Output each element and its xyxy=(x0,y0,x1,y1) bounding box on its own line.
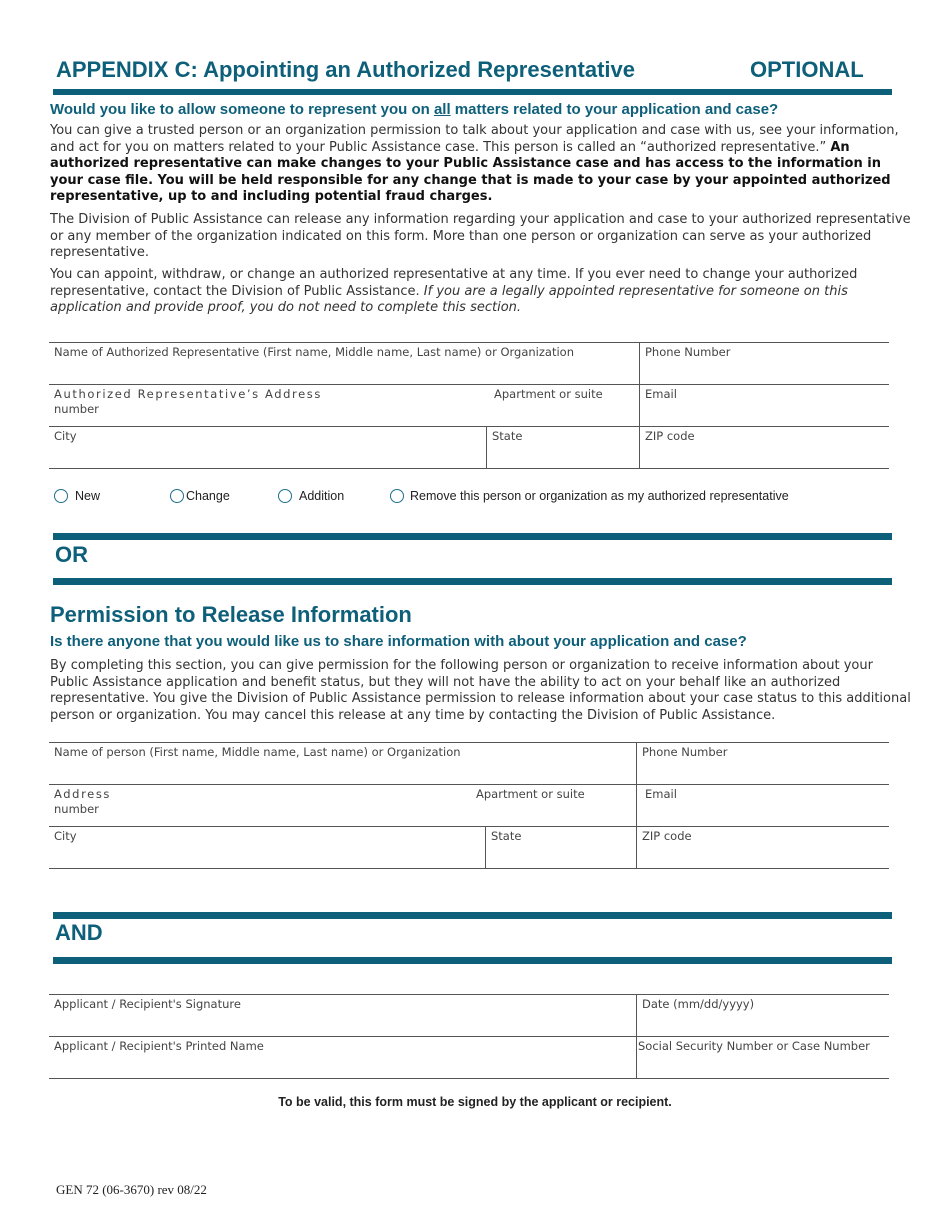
signature-row xyxy=(49,994,889,1036)
section1-paragraph-2: The Division of Public Assistance can release any information regarding your application and case to your authorized representative or any member of the organization indicated on this form. More than one person or organization can serve as your authorized representative. xyxy=(50,212,911,260)
rep-form-grid xyxy=(49,342,889,469)
release-name-field[interactable] xyxy=(49,743,636,784)
validity-note: To be valid, this form must be signed by the applicant or recipient. xyxy=(278,1095,672,1109)
rep-phone-label: Phone Number xyxy=(645,345,731,359)
p3-italic: If you are a legally appointed representative for someone on this application and provide proof, you do not need to complete this section. xyxy=(50,283,848,315)
release-row-address xyxy=(49,784,889,826)
radio-circle-icon xyxy=(278,489,292,503)
or-label: OR xyxy=(55,542,88,567)
release-address-label: Address xyxy=(54,787,111,801)
release-phone-label: Phone Number xyxy=(642,745,728,759)
signature-field[interactable] xyxy=(49,995,636,1036)
header-divider xyxy=(53,89,892,95)
and-divider-top xyxy=(53,912,892,919)
ssn-label: Social Security Number or Case Number xyxy=(638,1039,870,1053)
p3-normal: You can appoint, withdraw, or change an authorized representative at any time. If you ever need to change your authorized representative, contact the Division of Public Assistance. xyxy=(50,267,858,299)
release-address-field[interactable] xyxy=(49,785,471,826)
rep-city-label: City xyxy=(54,429,77,443)
release-city-field[interactable] xyxy=(49,827,485,868)
rep-email-label: Email xyxy=(645,387,677,401)
release-apt-field[interactable] xyxy=(471,785,636,826)
rep-address-label-line2: number xyxy=(54,402,99,416)
question-underlined: all xyxy=(433,101,451,118)
radio-circle-icon xyxy=(170,489,184,503)
release-state-label: State xyxy=(491,829,522,843)
option-new[interactable] xyxy=(54,489,100,503)
option-change[interactable] xyxy=(170,489,230,503)
option-change-label: Change xyxy=(186,489,230,503)
rep-row-city xyxy=(49,426,889,469)
ssn-field[interactable] xyxy=(636,1037,889,1078)
rep-state-field[interactable] xyxy=(486,427,639,468)
signature-label: Applicant / Recipient's Signature xyxy=(54,997,241,1011)
option-remove-label: Remove this person or organization as my authorized representative xyxy=(410,489,789,503)
release-email-label: Email xyxy=(645,787,677,801)
rep-address-label: Authorized Representative’s Address xyxy=(54,387,322,401)
printed-name-label: Applicant / Recipient's Printed Name xyxy=(54,1039,264,1053)
rep-email-field[interactable] xyxy=(639,385,889,426)
date-field[interactable] xyxy=(636,995,889,1036)
section2-heading: Permission to Release Information xyxy=(50,602,412,627)
option-addition[interactable] xyxy=(278,489,344,503)
rep-phone-field[interactable] xyxy=(639,343,889,384)
release-apt-label: Apartment or suite xyxy=(476,787,585,801)
release-phone-field[interactable] xyxy=(636,743,889,784)
section1-question xyxy=(50,101,778,118)
form-id: GEN 72 (06-3670) rev 08/22 xyxy=(56,1182,207,1197)
printed-name-field[interactable] xyxy=(49,1037,636,1078)
release-zip-field[interactable] xyxy=(636,827,889,868)
question-pre: Would you like to allow someone to represent you on xyxy=(50,101,434,118)
rep-row-address xyxy=(49,384,889,426)
section2-question: Is there anyone that you would like us to share information with about your application and case? xyxy=(50,633,747,650)
release-name-label: Name of person (First name, Middle name, Last name) or Organization xyxy=(54,745,461,759)
rep-city-field[interactable] xyxy=(49,427,486,468)
release-state-field[interactable] xyxy=(485,827,636,868)
and-divider-bottom xyxy=(53,957,892,964)
printed-name-row xyxy=(49,1036,889,1079)
or-divider-bottom xyxy=(53,578,892,585)
release-address-label-line2: number xyxy=(54,802,99,816)
release-row-name xyxy=(49,742,889,784)
p1-bold: An authorized representative can make changes to your Public Assistance case and has access to the information in your case file. You will be held responsible for any change that is made to your case by your appointed authorized representative, up to and including potential fraud charges. xyxy=(50,139,891,204)
rep-apt-label: Apartment or suite xyxy=(494,387,603,401)
and-label: AND xyxy=(55,920,103,945)
p1-normal: You can give a trusted person or an organization permission to talk about your application and case with us, see your information, and act for you on matters related to your Public Assistance case. This person is called an “authorized representative.” xyxy=(50,123,899,155)
question-post: matters related to your application and case? xyxy=(450,101,779,118)
signature-form-grid xyxy=(49,994,889,1079)
rep-address-field[interactable] xyxy=(49,385,489,426)
rep-name-label: Name of Authorized Representative (First name, Middle name, Last name) or Organization xyxy=(54,345,574,359)
section1-paragraph-1 xyxy=(50,123,912,206)
release-zip-label: ZIP code xyxy=(642,829,692,843)
rep-apt-field[interactable] xyxy=(489,385,639,426)
radio-circle-icon xyxy=(390,489,404,503)
rep-state-label: State xyxy=(492,429,523,443)
radio-circle-icon xyxy=(54,489,68,503)
optional-label: OPTIONAL xyxy=(750,57,864,82)
option-remove[interactable] xyxy=(390,489,789,503)
section2-paragraph: By completing this section, you can give permission for the following person or organization to receive information about your Public Assistance application and benefit status, but they will not have the ability to act on your behalf like an authorized representative. You give the Division of Public Assistance permission to release information about your case status to this additional person or organization. You may cancel this release at any time by contacting the Division of Public Assistance. xyxy=(50,658,911,723)
release-form-grid xyxy=(49,742,889,869)
rep-zip-field[interactable] xyxy=(639,427,889,468)
release-email-field[interactable] xyxy=(636,785,889,826)
release-city-label: City xyxy=(54,829,77,843)
option-addition-label: Addition xyxy=(299,489,345,503)
option-new-label: New xyxy=(75,489,101,503)
or-divider-top xyxy=(53,533,892,540)
rep-zip-label: ZIP code xyxy=(645,429,695,443)
page-title: APPENDIX C: Appointing an Authorized Representative xyxy=(56,57,635,82)
section1-paragraph-3 xyxy=(50,267,912,317)
rep-row-name xyxy=(49,342,889,384)
rep-name-field[interactable] xyxy=(49,343,639,384)
release-row-city xyxy=(49,826,889,869)
date-label: Date (mm/dd/yyyy) xyxy=(642,997,755,1011)
